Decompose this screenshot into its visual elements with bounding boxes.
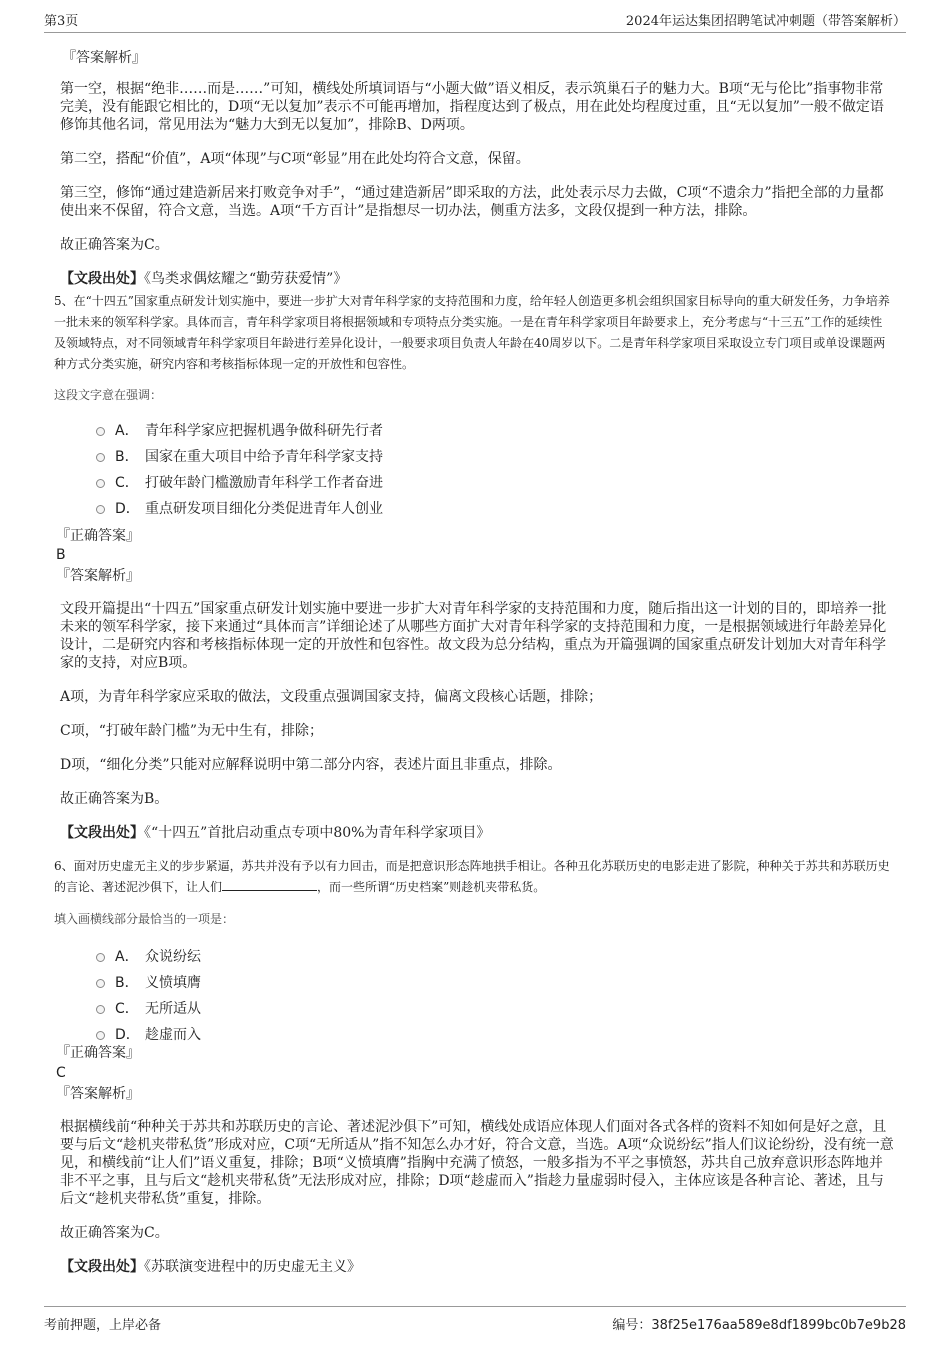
source-title: 《“十四五”首批启动重点专项中80%为青年科学家项目》: [144, 825, 491, 841]
analysis-label: 『答案解析』: [56, 1086, 140, 1102]
option-a[interactable]: A． 众说纷纭: [96, 944, 201, 970]
source-line: [56, 270, 347, 288]
footer-rule: [44, 1306, 906, 1307]
analysis-paragraph: 第二空，搭配“价值”，A项“体现”与C项“彰显”用在此处均符合文意，保留。: [60, 151, 530, 167]
option-c[interactable]: C． 打破年龄门槛激励青年科学工作者奋进: [96, 470, 383, 496]
analysis-paragraph: C项，“打破年龄门槛”为无中生有，排除；: [60, 723, 324, 739]
option-d[interactable]: D． 趁虚而入: [96, 1022, 201, 1048]
radio-icon[interactable]: [96, 953, 105, 962]
question-lead: 这段文字意在强调：: [54, 388, 163, 402]
correct-answer-label: 『正确答案』: [56, 1045, 140, 1061]
correct-answer-label: 『正确答案』: [56, 528, 140, 544]
conclusion: 故正确答案为B。: [60, 791, 169, 807]
footer-motto: 考前押题，上岸必备: [44, 1318, 162, 1333]
option-b[interactable]: B． 义愤填膺: [96, 970, 201, 996]
radio-icon[interactable]: [96, 1031, 105, 1040]
radio-icon[interactable]: [96, 505, 105, 514]
analysis-paragraph: 文段开篇提出“十四五”国家重点研发计划实施中要进一步扩大对青年科学家的支持范围和力度，随后指出这一计划的目的，即培养一批未来的领军科学家，接下来通过“具体而言”详细论述了从哪些方面扩大对青年科学家的支持范围和力度，一是根据领域进行年龄差异化设计，二是研究内容和考核指标体现一定的开放性和包容性。故文段为总分结构，重点为开篇强调的国家重点研发计划加大对青年科学家的支持，对应B项。: [60, 601, 887, 671]
document-code: 编号：38f25e176aa589e8df1899bc0b7e9b28: [612, 1318, 906, 1333]
analysis-paragraph: 根据横线前“种种关于苏共和苏联历史的言论、著述泥沙俱下”可知，横线处成语应体现人们面对各式各样的资料不知如何是好之意，且要与后文“趁机夹带私货”形成对应，C项“无所适从”指不知怎么办才好，符合文意，当选。A项“众说纷纭”指人们议论纷纷，没有统一意见，和横线前“让人们”语义重复，排除；B项“义愤填膺”指胸中充满了愤怒，一般多指为不平之事愤怒，苏共自己放弃意识形态阵地并非不平之事，且与后文“趁机夹带私货”无法形成对应，排除；D项“趁虚而入”指趁力量虚弱时侵入，主体应该是各种言论、著述，且与后文“趁机夹带私货”重复，排除。: [60, 1119, 894, 1207]
radio-icon[interactable]: [96, 1005, 105, 1014]
analysis-paragraph: D项，“细化分类”只能对应解释说明中第二部分内容，表述片面且非重点，排除。: [60, 757, 562, 773]
options-list: [96, 944, 201, 1048]
question-stem: 5、在“十四五”国家重点研发计划实施中，要进一步扩大对青年科学家的支持范围和力度，给年轻人创造更多机会组织国家目标导向的重大研发任务，力争培养一批未来的领军科学家。具体而言，青年科学家项目将根据领域和专项特点分类实施。一是在青年科学家项目年龄要求上，充分考虑与“十三五”工作的延续性及领域特点，对不同领域青年科学家项目年龄进行差异化设计，一般要求项目负责人年龄在40周岁以下。二是青年科学家项目采取设立专门项目或单设课题两种方式分类实施，研究内容和考核指标体现一定的开放性和包容性。: [54, 294, 890, 371]
question-lead: 填入画横线部分最恰当的一项是：: [54, 912, 235, 926]
source-line: [56, 824, 490, 842]
source-line: [56, 1258, 361, 1276]
analysis-paragraph: 第一空，根据“绝非……而是……”可知，横线处所填词语与“小题大做”语义相反，表示筑巢石子的魅力大。B项“无与伦比”指事物非常完美，没有能跟它相比的，D项“无以复加”表示不可能再增加，指程度达到了极点，用在此处均程度过重，且“无以复加”一般不做定语修饰其他名词，常见用法为“魅力大到无以复加”，排除B、D两项。: [60, 81, 884, 133]
radio-icon[interactable]: [96, 979, 105, 988]
option-a[interactable]: A． 青年科学家应把握机遇争做科研先行者: [96, 418, 383, 444]
option-c[interactable]: C． 无所适从: [96, 996, 201, 1022]
question-stem: 6、面对历史虚无主义的步步紧逼，苏共并没有予以有力回击，而是把意识形态阵地拱手相让。各种丑化苏联历史的电影走进了影院，种种关于苏共和苏联历史的言论、著述泥沙俱下，让人们 ，而一些所谓“历史档案”则趁机夹带私货。: [54, 859, 890, 894]
conclusion: 故正确答案为C。: [60, 237, 169, 253]
conclusion: 故正确答案为C。: [60, 1225, 169, 1241]
radio-icon[interactable]: [96, 453, 105, 462]
options-list: [96, 418, 383, 522]
analysis-paragraph: 第三空，修饰“通过建造新居来打败竞争对手”，“通过建造新居”即采取的方法，此处表示尽力去做，C项“不遗余力”指把全部的力量都使出来不保留，符合文意，当选。A项“千方百计”是指想尽一切办法，侧重方法多，文段仅提到一种方法，排除。: [60, 185, 884, 219]
correct-answer: B: [56, 547, 66, 563]
source-label: 【文段出处】: [60, 1259, 144, 1275]
page-footer: [0, 1306, 950, 1345]
analysis-paragraph: A项，为青年科学家应采取的做法，文段重点强调国家支持，偏离文段核心话题，排除；: [60, 689, 603, 705]
correct-answer: C: [56, 1065, 66, 1081]
source-label: 【文段出处】: [60, 825, 144, 841]
document-title: 2024年运达集团招聘笔试冲刺题（带答案解析）: [625, 14, 906, 29]
option-d[interactable]: D． 重点研发项目细化分类促进青年人创业: [96, 496, 383, 522]
analysis-label: 『答案解析』: [62, 50, 146, 66]
page-number: 第3页: [44, 14, 79, 29]
source-title: 《鸟类求偶炫耀之“勤劳获爱情”》: [144, 271, 348, 287]
radio-icon[interactable]: [96, 479, 105, 488]
page-header: [0, 0, 950, 36]
source-title: 《苏联演变进程中的历史虚无主义》: [144, 1259, 361, 1275]
header-rule: [44, 32, 906, 33]
source-label: 【文段出处】: [60, 271, 144, 287]
analysis-label: 『答案解析』: [56, 568, 140, 584]
radio-icon[interactable]: [96, 427, 105, 436]
option-b[interactable]: B． 国家在重大项目中给予青年科学家支持: [96, 444, 383, 470]
answer-blank: [222, 878, 317, 891]
